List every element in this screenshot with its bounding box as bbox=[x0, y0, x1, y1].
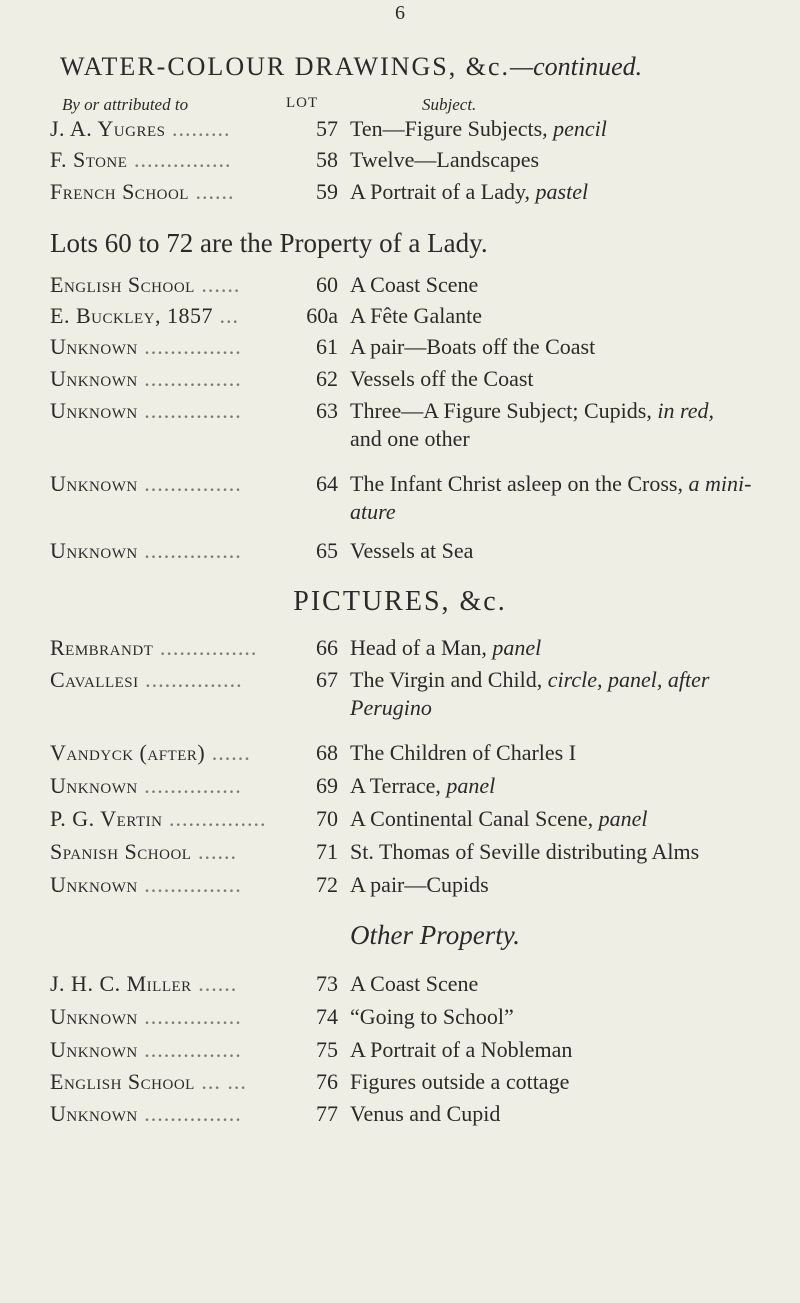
lot-subject: A pair—Boats off the Coast bbox=[350, 334, 596, 359]
lot-subject: Twelve—Landscapes bbox=[350, 147, 540, 172]
page-number: 6 bbox=[395, 2, 405, 24]
artist-name: Unknown ............... bbox=[50, 1004, 242, 1029]
lot-subject: A Coast Scene bbox=[350, 272, 479, 297]
lot-number: 69 bbox=[316, 773, 338, 798]
lot-row bbox=[50, 635, 790, 665]
lot-row bbox=[50, 303, 790, 333]
lots-header: Lots 60 to 72 are the Property of a Lady. bbox=[50, 228, 488, 258]
artist-name: Unknown ............... bbox=[50, 1037, 242, 1062]
lot-subject: A Coast Scene bbox=[350, 971, 479, 996]
lot-subject: Vessels off the Coast bbox=[350, 366, 534, 391]
lot-row bbox=[50, 872, 790, 902]
artist-name: French School ...... bbox=[50, 179, 235, 204]
lot-row bbox=[50, 1101, 790, 1131]
artist-name: English School ...... bbox=[50, 272, 241, 297]
lot-subject-continuation: Perugino bbox=[350, 695, 432, 720]
artist-name: P. G. Vertin ............... bbox=[50, 806, 267, 831]
artist-name: Rembrandt ............... bbox=[50, 635, 258, 660]
lot-number: 76 bbox=[316, 1069, 338, 1094]
lot-subject: Vessels at Sea bbox=[350, 538, 474, 563]
column-header-subject: Subject. bbox=[422, 95, 477, 114]
artist-name: Unknown ............... bbox=[50, 366, 242, 391]
lot-number: 73 bbox=[316, 971, 338, 996]
lot-row bbox=[50, 366, 790, 396]
lot-number: 62 bbox=[316, 366, 338, 391]
lot-row bbox=[50, 179, 790, 209]
artist-name: Vandyck (after) ...... bbox=[50, 740, 251, 765]
lot-subject: Three—A Figure Subject; Cupids, in red, bbox=[350, 398, 714, 423]
artist-name: J. A. Yugres ......... bbox=[50, 116, 231, 141]
artist-name: F. Stone ............... bbox=[50, 147, 232, 172]
lot-subject: “Going to School” bbox=[350, 1004, 514, 1029]
lot-number: 66 bbox=[316, 635, 338, 660]
column-header-artist: By or attributed to bbox=[62, 95, 189, 114]
title-main: WATER-COLOUR DRAWINGS, &c. bbox=[60, 52, 510, 81]
lot-row bbox=[50, 398, 790, 428]
artist-name: E. Buckley, 1857 ... bbox=[50, 303, 239, 328]
lot-subject: A Fête Galante bbox=[350, 303, 482, 328]
lot-number: 60a bbox=[306, 303, 338, 328]
lot-number: 64 bbox=[316, 471, 338, 496]
lot-subject: Venus and Cupid bbox=[350, 1101, 501, 1126]
artist-name: Unknown ............... bbox=[50, 872, 242, 897]
lot-row bbox=[50, 334, 790, 364]
lot-row bbox=[50, 1004, 790, 1034]
page-title bbox=[60, 52, 780, 82]
lot-row bbox=[50, 667, 790, 697]
lot-number: 77 bbox=[316, 1101, 338, 1126]
artist-name: Cavallesi ............... bbox=[50, 667, 243, 692]
artist-name: Unknown ............... bbox=[50, 773, 242, 798]
lot-row bbox=[50, 471, 790, 501]
lot-row bbox=[50, 839, 790, 869]
lot-row bbox=[50, 740, 790, 770]
lot-number: 61 bbox=[316, 334, 338, 359]
lot-subject: A Terrace, panel bbox=[350, 773, 496, 798]
lot-subject: A Portrait of a Nobleman bbox=[350, 1037, 573, 1062]
lot-row bbox=[50, 1037, 790, 1067]
artist-name: Unknown ............... bbox=[50, 471, 242, 496]
artist-name: Unknown ............... bbox=[50, 538, 242, 563]
lot-subject-continuation: ature bbox=[350, 499, 396, 524]
lot-subject: The Infant Christ asleep on the Cross, a mini- bbox=[350, 471, 752, 496]
lot-row bbox=[50, 272, 790, 302]
lot-row bbox=[50, 1069, 790, 1099]
column-header-lot: LOT bbox=[286, 95, 319, 111]
lot-number: 67 bbox=[316, 667, 338, 692]
lot-number: 75 bbox=[316, 1037, 338, 1062]
artist-name: Unknown ............... bbox=[50, 1101, 242, 1126]
lot-subject: A pair—Cupids bbox=[350, 872, 489, 897]
lot-subject: Head of a Man, panel bbox=[350, 635, 542, 660]
lot-row bbox=[50, 116, 790, 146]
artist-name: English School ... ... bbox=[50, 1069, 247, 1094]
lot-number: 60 bbox=[316, 272, 338, 297]
lot-number: 68 bbox=[316, 740, 338, 765]
lot-number: 59 bbox=[316, 179, 338, 204]
lot-number: 65 bbox=[316, 538, 338, 563]
lot-number: 72 bbox=[316, 872, 338, 897]
lot-row bbox=[50, 806, 790, 836]
lot-row bbox=[50, 538, 790, 568]
pictures-section-header: PICTURES, &c. bbox=[293, 586, 507, 617]
lot-number: 70 bbox=[316, 806, 338, 831]
other-property-header: Other Property. bbox=[350, 920, 520, 950]
artist-name: Spanish School ...... bbox=[50, 839, 237, 864]
lot-row bbox=[50, 971, 790, 1001]
lot-number: 71 bbox=[316, 839, 338, 864]
lot-row bbox=[50, 773, 790, 803]
lot-number: 63 bbox=[316, 398, 338, 423]
lot-subject-continuation: and one other bbox=[350, 426, 470, 451]
lot-subject: A Portrait of a Lady, pastel bbox=[350, 179, 589, 204]
lot-row bbox=[50, 147, 790, 177]
lot-subject: The Virgin and Child, circle, panel, after bbox=[350, 667, 710, 692]
artist-name: Unknown ............... bbox=[50, 334, 242, 359]
lot-number: 57 bbox=[316, 116, 338, 141]
artist-name: Unknown ............... bbox=[50, 398, 242, 423]
artist-name: J. H. C. Miller ...... bbox=[50, 971, 238, 996]
lot-subject: St. Thomas of Seville distributing Alms bbox=[350, 839, 700, 864]
lot-subject: A Continental Canal Scene, panel bbox=[350, 806, 648, 831]
lot-subject: The Children of Charles I bbox=[350, 740, 577, 765]
lot-number: 74 bbox=[316, 1004, 338, 1029]
lot-subject: Ten—Figure Subjects, pencil bbox=[350, 116, 607, 141]
lot-subject: Figures outside a cottage bbox=[350, 1069, 570, 1094]
title-suffix: —continued. bbox=[510, 52, 643, 81]
lot-number: 58 bbox=[316, 147, 338, 172]
